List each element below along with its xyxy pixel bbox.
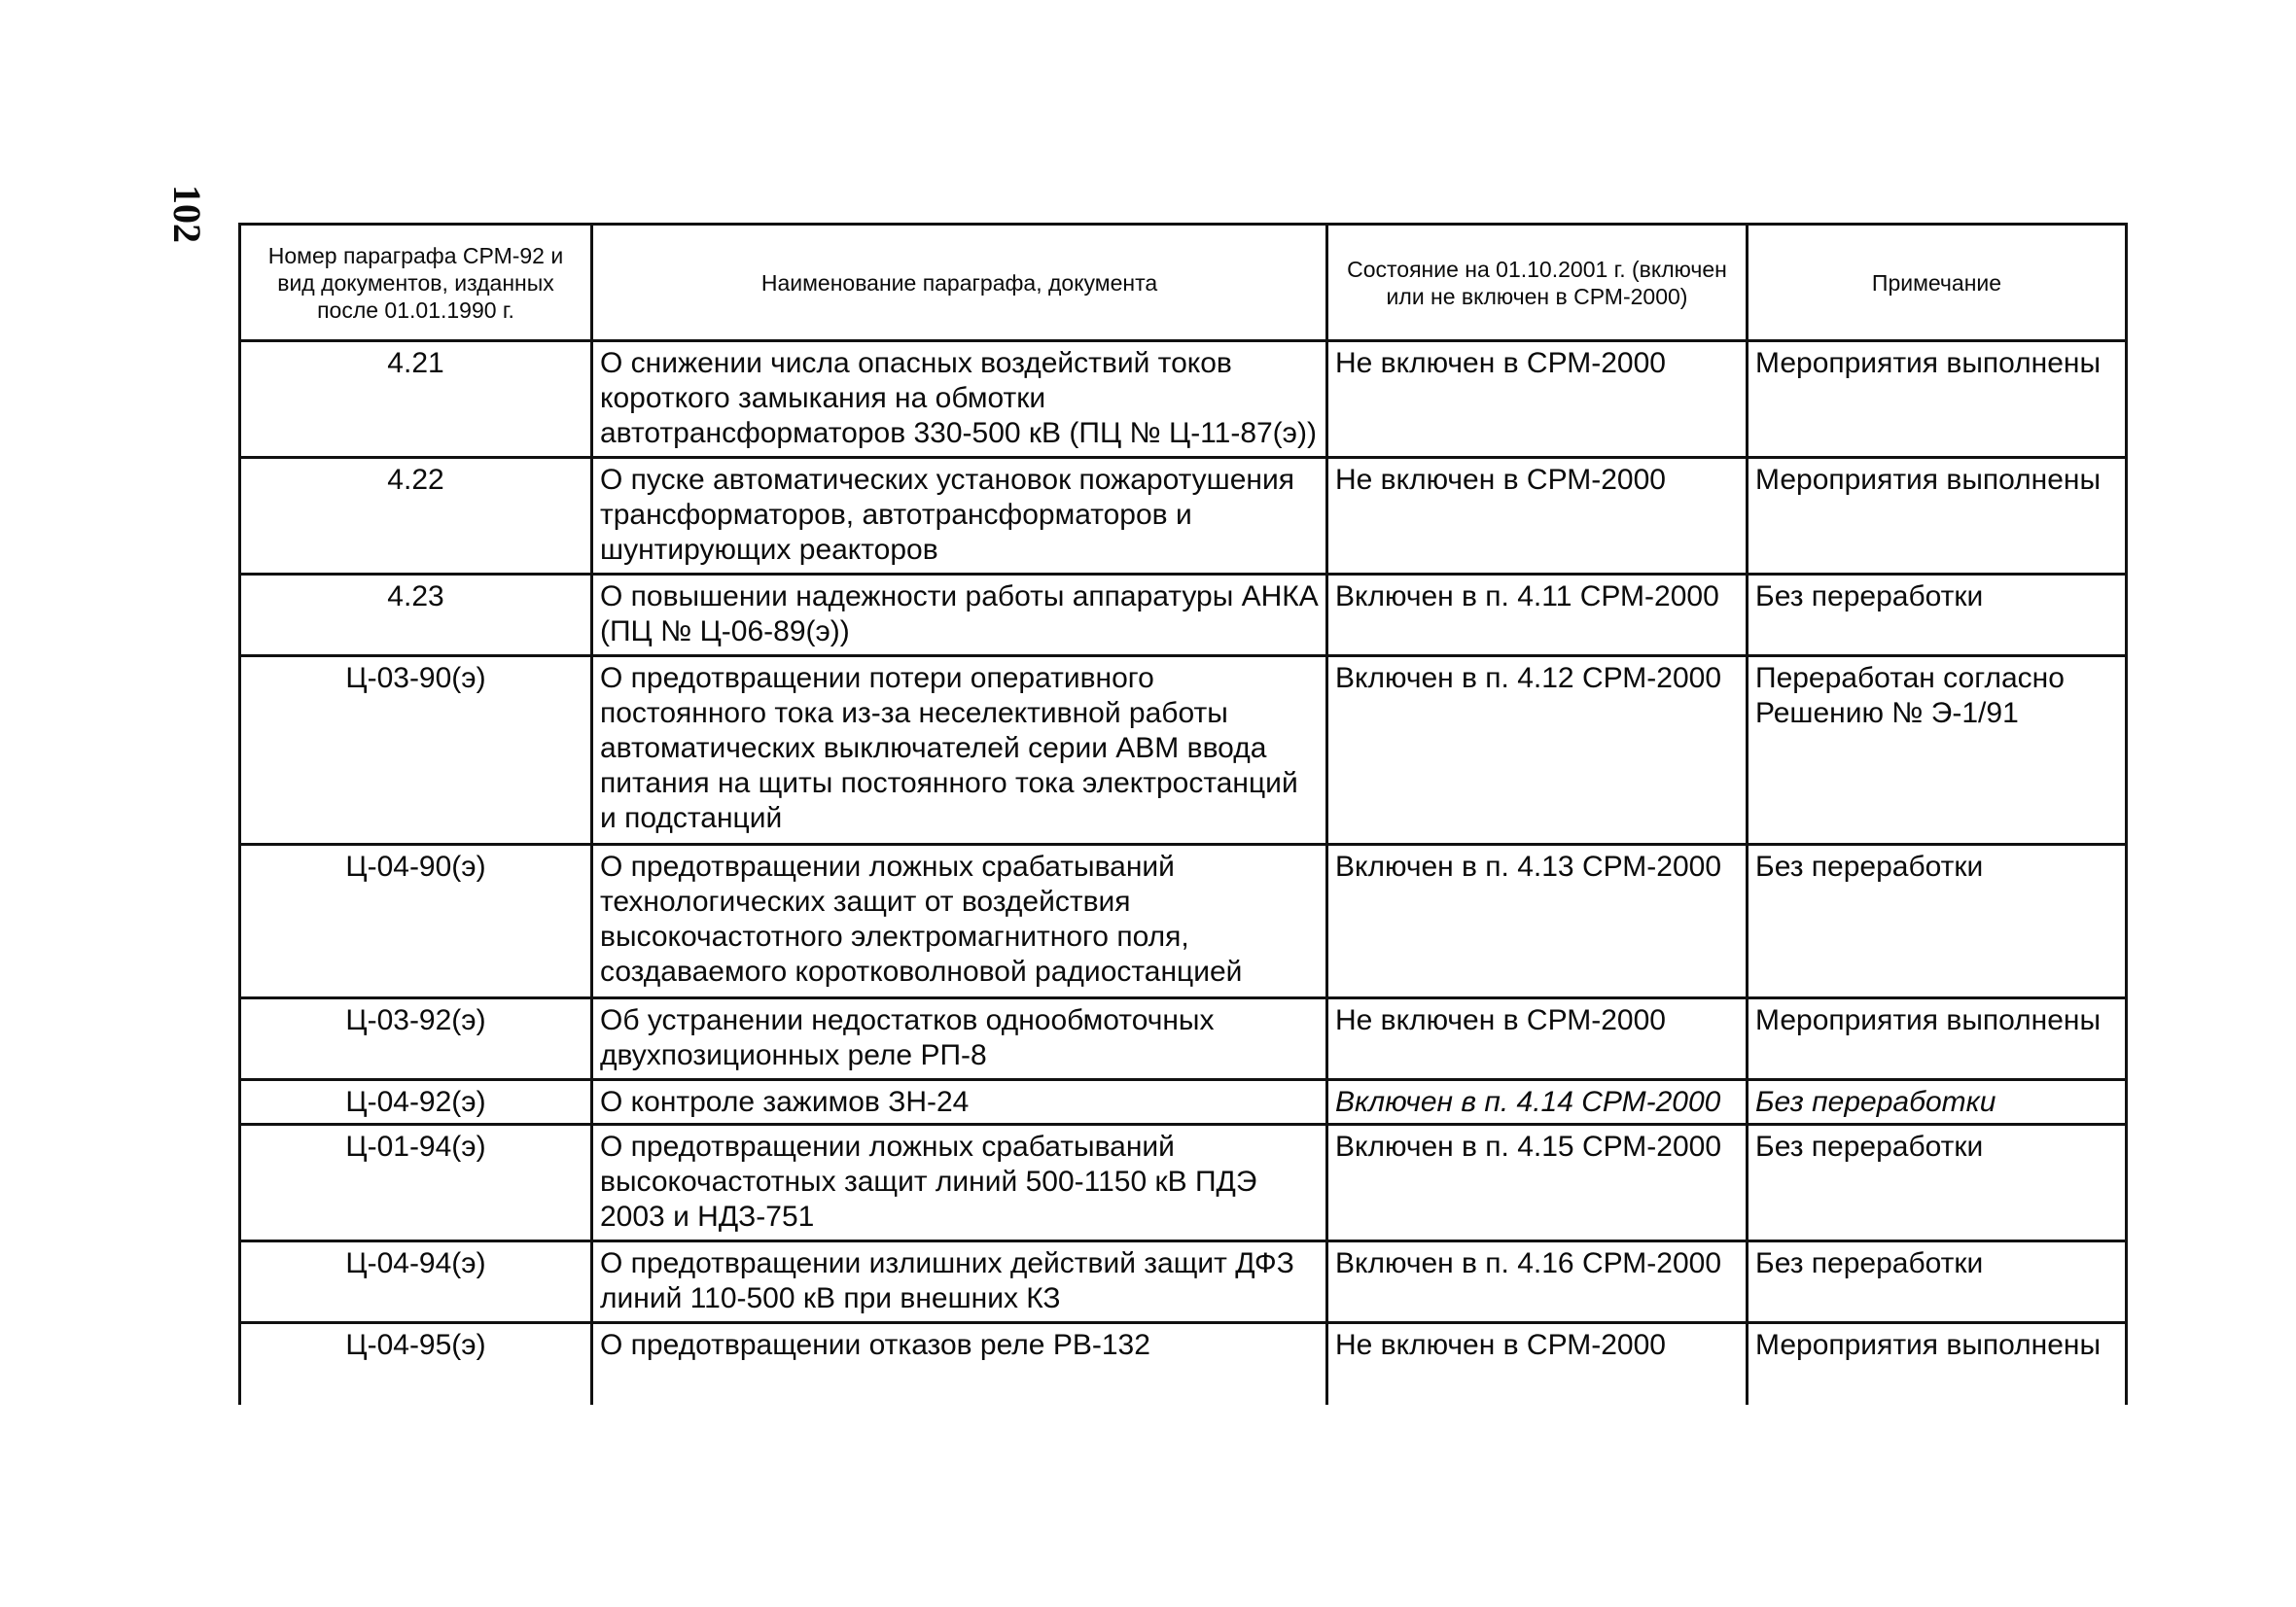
- cell-name: О предотвращении отказов реле РВ-132: [592, 1323, 1327, 1405]
- cell-note: Без переработки: [1748, 1241, 2127, 1323]
- cell-name: О контроле зажимов ЗН-24: [592, 1080, 1327, 1125]
- cell-number: 4.23: [240, 575, 592, 656]
- cell-note: Без переработки: [1748, 575, 2127, 656]
- cell-status: Включен в п. 4.14 СРМ-2000: [1327, 1080, 1748, 1125]
- cell-note: Мероприятия выполнены: [1748, 341, 2127, 458]
- cell-status: Не включен в СРМ-2000: [1327, 458, 1748, 575]
- cell-status: Не включен в СРМ-2000: [1327, 1323, 1748, 1405]
- cell-note: Мероприятия выполнены: [1748, 1323, 2127, 1405]
- cell-number: Ц-04-94(э): [240, 1241, 592, 1323]
- table-row: [240, 341, 2127, 458]
- cell-name: О предотвращении излишних действий защит ДФЗ линий 110-500 кВ при внешних КЗ: [592, 1241, 1327, 1323]
- table-row: [240, 1323, 2127, 1405]
- cell-note: Переработан согласно Решению № Э-1/91: [1748, 656, 2127, 845]
- table-row: [240, 656, 2127, 845]
- header-note: Примечание: [1748, 225, 2127, 341]
- table-row: [240, 458, 2127, 575]
- cell-number: Ц-04-95(э): [240, 1323, 592, 1405]
- cell-status: Не включен в СРМ-2000: [1327, 341, 1748, 458]
- table-row: [240, 845, 2127, 998]
- cell-note: Без переработки: [1748, 845, 2127, 998]
- cell-name: О повышении надежности работы аппаратуры АНКА (ПЦ № Ц-06-89(э)): [592, 575, 1327, 656]
- cell-status: Включен в п. 4.13 СРМ-2000: [1327, 845, 1748, 998]
- header-paragraph-name: Наименование параграфа, документа: [592, 225, 1327, 341]
- cell-note: Мероприятия выполнены: [1748, 998, 2127, 1080]
- table-row: [240, 1125, 2127, 1241]
- cell-status: Включен в п. 4.11 СРМ-2000: [1327, 575, 1748, 656]
- cell-number: Ц-04-90(э): [240, 845, 592, 998]
- srm-paragraph-table: [238, 223, 2128, 1405]
- header-status: Состояние на 01.10.2001 г. (включен или не включен в СРМ-2000): [1327, 225, 1748, 341]
- cell-name: О пуске автоматических установок пожаротушения трансформаторов, автотрансформаторов и шунтирующих реакторов: [592, 458, 1327, 575]
- cell-name: О предотвращении потери оперативного постоянного тока из-за неселективной работы автоматических выключателей серии АВМ ввода питания на щиты постоянного тока электростанций и подстанций: [592, 656, 1327, 845]
- cell-number: 4.22: [240, 458, 592, 575]
- cell-name: Об устранении недостатков однообмоточных двухпозиционных реле РП-8: [592, 998, 1327, 1080]
- cell-note: Мероприятия выполнены: [1748, 458, 2127, 575]
- table-row: [240, 575, 2127, 656]
- cell-number: 4.21: [240, 341, 592, 458]
- cell-status: Не включен в СРМ-2000: [1327, 998, 1748, 1080]
- cell-number: Ц-01-94(э): [240, 1125, 592, 1241]
- table-header-row: [240, 225, 2127, 341]
- cell-note: Без переработки: [1748, 1125, 2127, 1241]
- cell-number: Ц-03-90(э): [240, 656, 592, 845]
- cell-number: Ц-03-92(э): [240, 998, 592, 1080]
- table-row: [240, 1241, 2127, 1323]
- cell-name: О предотвращении ложных срабатываний технологических защит от воздействия высокочастотного электромагнитного поля, создаваемого коротковолновой радиостанцией: [592, 845, 1327, 998]
- header-paragraph-number: Номер параграфа СРМ-92 и вид документов, изданных после 01.01.1990 г.: [240, 225, 592, 341]
- cell-name: О предотвращении ложных срабатываний высокочастотных защит линий 500-1150 кВ ПДЭ 2003 и НДЗ-751: [592, 1125, 1327, 1241]
- cell-note: Без переработки: [1748, 1080, 2127, 1125]
- cell-status: Включен в п. 4.16 СРМ-2000: [1327, 1241, 1748, 1323]
- cell-name: О снижении числа опасных воздействий токов короткого замыкания на обмотки автотрансформаторов 330-500 кВ (ПЦ № Ц-11-87(э)): [592, 341, 1327, 458]
- page-number: 102: [165, 185, 209, 243]
- cell-status: Включен в п. 4.15 СРМ-2000: [1327, 1125, 1748, 1241]
- table-row: [240, 998, 2127, 1080]
- cell-status: Включен в п. 4.12 СРМ-2000: [1327, 656, 1748, 845]
- table-row: [240, 1080, 2127, 1125]
- cell-number: Ц-04-92(э): [240, 1080, 592, 1125]
